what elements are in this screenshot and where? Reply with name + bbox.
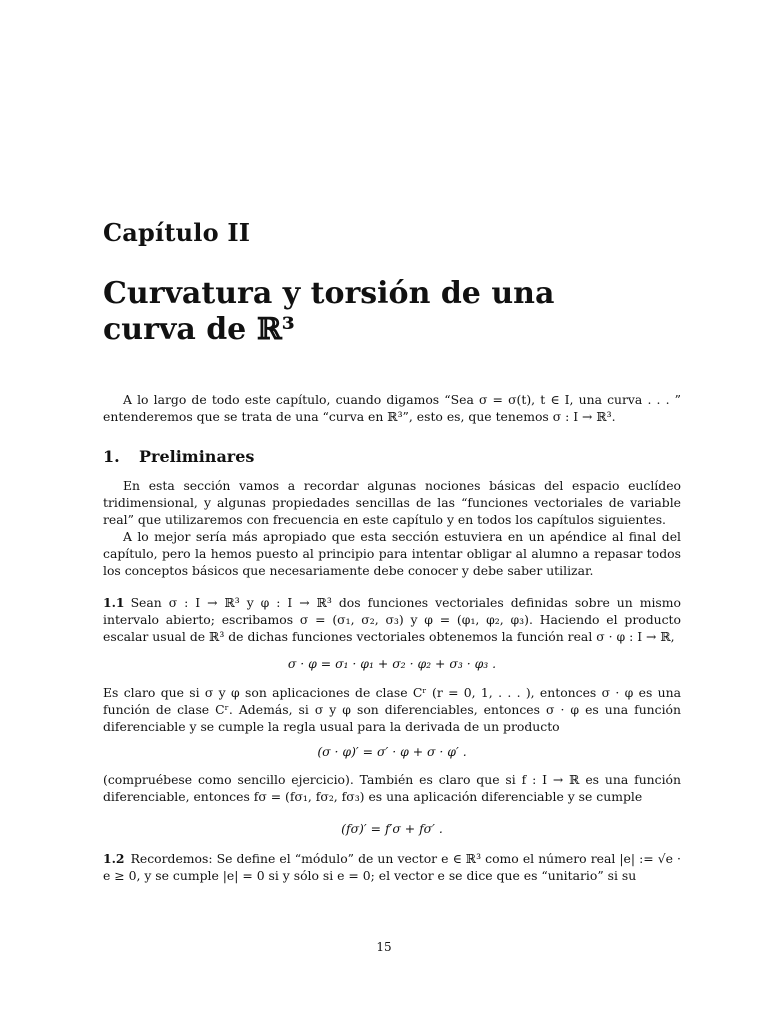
equation-2: (σ · φ)′ = σ′ · φ + σ · φ′ . — [317, 744, 467, 759]
section-heading — [103, 447, 254, 466]
intro-paragraph: A lo largo de todo este capítulo, cuando digamos “Sea σ = σ(t), t ∈ I, una curva . . . ” entenderemos que se trata de una “curva en ℝ³”, esto es, que tenemos σ : I → ℝ³. — [103, 392, 681, 424]
chapter-label: Capítulo II — [103, 218, 251, 247]
item-1-2-text: Recordemos: Se define el “módulo” de un vector e ∈ ℝ³ como el número real |e| := √e · e ≥ 0, y se cumple |e| = 0 si y sólo si e = 0; el vector e se dice que es “unitario” si su — [103, 851, 681, 883]
item-1-2 — [103, 850, 681, 884]
item-1-1-paragraph-2: Es claro que si σ y φ son aplicaciones de clase Cʳ (r = 0, 1, . . . ), entonces σ · φ es una función de clase Cʳ. Además, si σ y φ son diferenciables, entonces σ · φ es una función diferenciable y se cumple la regla usual para la derivada de un producto — [103, 685, 681, 734]
chapter-title-line-1: Curvatura y torsión de una — [103, 276, 555, 311]
equation-1: σ · φ = σ₁ · φ₁ + σ₂ · φ₂ + σ₃ · φ₃ . — [287, 656, 497, 671]
item-1-2-number: 1.2 — [103, 851, 125, 866]
equation-3: (fσ)′ = f′σ + fσ′ . — [341, 821, 443, 836]
section-title: Preliminares — [139, 447, 255, 466]
item-1-1 — [103, 594, 681, 645]
page-number: 15 — [376, 940, 392, 954]
item-1-1-number: 1.1 — [103, 595, 125, 610]
paragraph-1: En esta sección vamos a recordar algunas nociones básicas del espacio euclídeo tridimensional, y algunas propiedades sencillas de las “funciones vectoriales de variable real” que utilizaremos con frecuencia en este capítulo y en todos los capítulos siguientes. — [103, 478, 681, 527]
item-1-1-paragraph-3: (compruébese como sencillo ejercicio). También es claro que si f : I → ℝ es una función diferenciable, entonces fσ = (fσ₁, fσ₂, fσ₃) es una aplicación diferenciable y se cumple — [103, 772, 681, 804]
chapter-title-line-2: curva de ℝ³ — [103, 312, 295, 347]
section-number: 1. — [103, 447, 120, 466]
item-1-1-text: Sean σ : I → ℝ³ y φ : I → ℝ³ dos funciones vectoriales definidas sobre un mismo intervalo abierto; escribamos σ = (σ₁, σ₂, σ₃) y φ = (φ₁, φ₂, φ₃). Haciendo el producto escalar usual de ℝ³ de dichas funciones vectoriales obtenemos la función real σ · φ : I → ℝ, — [103, 595, 681, 644]
paragraph-2: A lo mejor sería más apropiado que esta sección estuviera en un apéndice al final del capítulo, pero la hemos puesto al principio para intentar obligar al alumno a repasar todos los conceptos básicos que necesariamente debe conocer y debe saber utilizar. — [103, 529, 681, 578]
chapter-title — [103, 276, 663, 348]
